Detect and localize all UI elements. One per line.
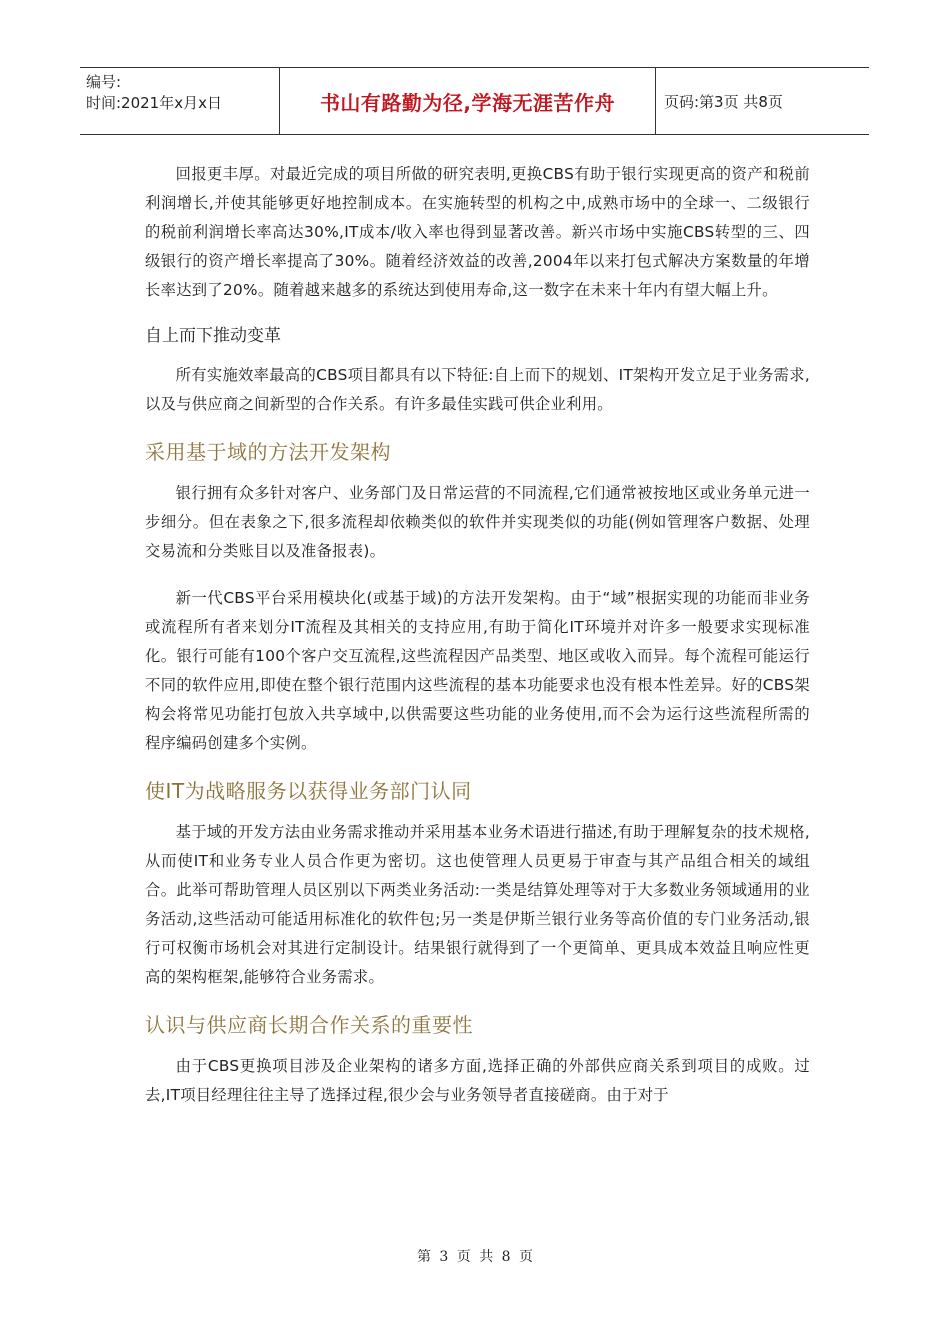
header-page-info-cell [656,68,869,134]
motto: 书山有路勤为径,学海无涯苦作舟 [319,90,616,115]
paragraph: 新一代CBS平台采用模块化(或基于域)的方法开发架构。由于“域”根据实现的功能而非业务或流程所有者来划分IT流程及其相关的支持应用,有助于简化IT环境并对许多一般要求实现标准化。银行可能有100个客户交互流程,这些流程因产品类型、地区或收入而异。每个流程可能运行不同的软件应用,即使在整个银行范围内这些流程的基本功能要求也没有根本性差异。好的CBS架构会将常见功能打包放入共享域中,以供需要这些功能的业务使用,而不会为运行这些流程所需的程序编码创建多个实例。 [145,589,810,752]
paragraph: 回报更丰厚。对最近完成的项目所做的研究表明,更换CBS有助于银行实现更高的资产和税前利润增长,并使其能够更好地控制成本。在实施转型的机构之中,成熟市场中的全球一、二级银行的税前利润增长率高达30%,IT成本/收入率也得到显著改善。新兴市场中实施CBS转型的三、四级银行的资产增长率提高了30%。随着经济效益的改善,2004年以来打包式解决方案数量的年增长率达到了20%。随着越来越多的系统达到使用寿命,这一数字在未来十年内有望大幅上升。 [145,165,810,299]
header-meta [80,68,280,134]
section-heading-it-strategy: 使IT为战略服务以获得业务部门认同 [145,779,472,803]
document-body [145,160,810,1128]
paragraph: 银行拥有众多针对客户、业务部门及日常运营的不同流程,它们通常被按地区或业务单元进一步细分。但在表象之下,很多流程却依赖类似的软件并实现类似的功能(例如管理客户数据、处理交易流和分类账目以及准备报表)。 [145,484,810,560]
section-heading-vendor: 认识与供应商长期合作关系的重要性 [145,1013,473,1037]
paragraph: 基于域的开发方法由业务需求推动并采用基本业务术语进行描述,有助于理解复杂的技术规格,从而使IT和业务专业人员合作更为密切。这也使管理人员更易于审查与其产品组合相关的域组合。此举可帮助管理人员区别以下两类业务活动:一类是结算处理等对于大多数业务领域通用的业务活动,这些活动可能适用标准化的软件包;另一类是伊斯兰银行业务等高价值的专门业务活动,银行可权衡市场机会对其进行定制设计。结果银行就得到了一个更简单、更具成本效益且响应性更高的架构框架,能够符合业务需求。 [145,823,810,986]
page-footer: 第 3 页 共 8 页 [416,1249,534,1265]
section-heading-domain: 采用基于域的方法开发架构 [145,440,391,464]
page-header [80,67,869,135]
page-info: 页码:第3页 共8页 [664,92,783,111]
paragraph: 由于CBS更换项目涉及企业架构的诸多方面,选择正确的外部供应商关系到项目的成败。过去,IT项目经理往往主导了选择过程,很少会与业务领导者直接磋商。由于对于 [145,1057,810,1104]
number-label: 编号: [86,73,122,91]
date-line: 时间:2021年x月x日 [86,94,222,112]
paragraph: 所有实施效率最高的CBS项目都具有以下特征:自上而下的规划、IT架构开发立足于业务需求,以及与供应商之间新型的合作关系。有许多最佳实践可供企业利用。 [145,366,810,413]
subheading-top-down: 自上而下推动变革 [145,326,281,346]
header-motto-cell [280,68,656,134]
